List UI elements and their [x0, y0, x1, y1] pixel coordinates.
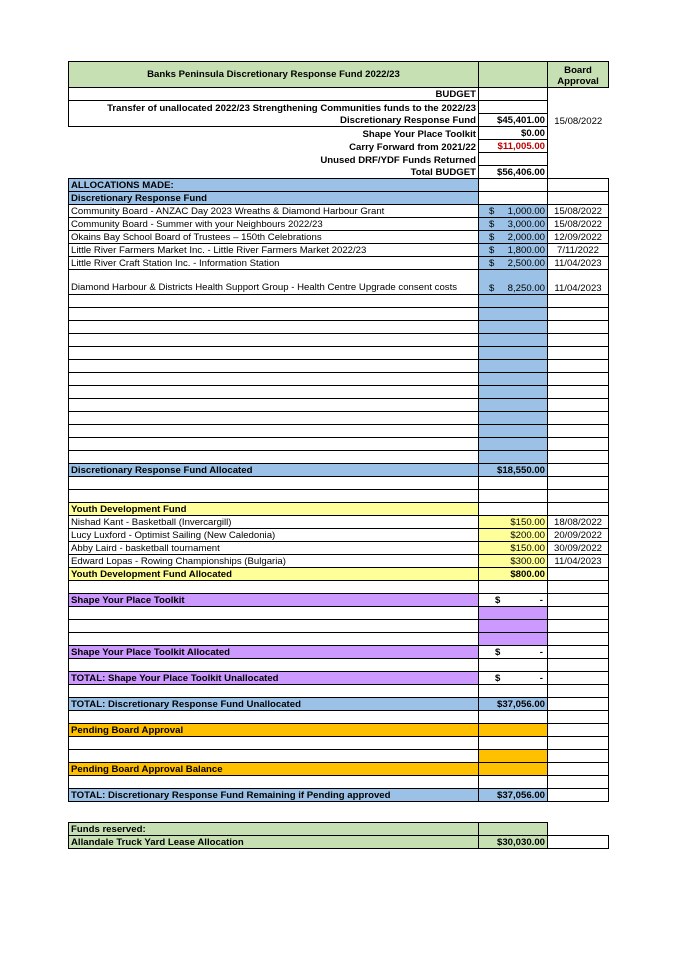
currency-symbol: $ — [495, 595, 501, 606]
empty-cell — [479, 321, 548, 334]
drf-item-description: Diamond Harbour & Districts Health Support Group - Health Centre Upgrade consent costs — [69, 270, 479, 295]
shape-amount — [479, 594, 548, 607]
dash-value: - — [539, 673, 543, 684]
drf-allocation-row — [69, 270, 609, 295]
pending-balance-label: Pending Board Approval Balance — [69, 763, 479, 776]
empty-cell — [548, 412, 609, 425]
currency-symbol: $ — [489, 232, 495, 243]
ydf-allocation-row — [69, 555, 609, 568]
empty-cell — [548, 386, 609, 399]
drf-item-amount — [479, 244, 548, 257]
empty-cell — [69, 451, 479, 464]
remaining-label: TOTAL: Discretionary Response Fund Remaining if Pending approved — [69, 789, 479, 802]
total-budget-amount: $56,406.00 — [479, 166, 548, 179]
empty-cell — [69, 399, 479, 412]
empty-cell — [479, 451, 548, 464]
ydf-allocated-label: Youth Development Fund Allocated — [69, 568, 479, 581]
amount-value: 1,800.00 — [507, 245, 545, 256]
ydf-item-date: 11/04/2023 — [548, 555, 609, 568]
drf-item-description: Community Board - Summer with your Neighbours 2022/23 — [69, 218, 479, 231]
currency-symbol: $ — [489, 258, 495, 269]
empty-cell — [479, 412, 548, 425]
empty-cell — [69, 334, 479, 347]
empty-cell — [479, 425, 548, 438]
empty-cell — [548, 321, 609, 334]
drf-allocation-row — [69, 244, 609, 257]
sheet-title: Banks Peninsula Discretionary Response Fund 2022/23 — [69, 62, 479, 88]
drf-item-description: Little River Farmers Market Inc. - Little River Farmers Market 2022/23 — [69, 244, 479, 257]
ydf-item-description: Edward Lopas - Rowing Championships (Bulgaria) — [69, 555, 479, 568]
ydf-allocation-row — [69, 529, 609, 542]
empty-cell — [479, 295, 548, 308]
empty-cell — [548, 451, 609, 464]
transfer-date: 15/08/2022 — [554, 115, 603, 127]
ydf-item-description: Lucy Luxford - Optimist Sailing (New Caledonia) — [69, 529, 479, 542]
fund-table — [68, 61, 609, 849]
currency-symbol: $ — [489, 206, 495, 217]
drf-item-date: 15/08/2022 — [548, 218, 609, 231]
unused-funds-label: Unused DRF/YDF Funds Returned — [320, 154, 476, 166]
board-approval-header: Board Approval — [548, 62, 609, 88]
carry-forward-amount: $11,005.00 — [479, 140, 548, 153]
drf-item-description: Okains Bay School Board of Trustees – 150th Celebrations — [69, 231, 479, 244]
ydf-item-amount: $150.00 — [479, 516, 548, 529]
empty-cell — [479, 438, 548, 451]
fund-spreadsheet — [68, 61, 608, 849]
amount-value: 1,000.00 — [507, 206, 545, 217]
empty-cell — [69, 425, 479, 438]
drf-item-date: 11/04/2023 — [548, 257, 609, 270]
empty-cell — [548, 399, 609, 412]
ydf-allocated-amount: $800.00 — [479, 568, 548, 581]
ydf-item-amount: $200.00 — [479, 529, 548, 542]
empty-cell — [548, 438, 609, 451]
reserved-item-amount: $30,030.00 — [479, 836, 548, 849]
empty-cell — [479, 347, 548, 360]
empty-cell — [548, 373, 609, 386]
empty-cell — [479, 386, 548, 399]
empty-cell — [69, 386, 479, 399]
empty-cell — [548, 360, 609, 373]
shape-budget-amount: $0.00 — [479, 127, 548, 140]
shape-amount — [479, 646, 548, 659]
currency-symbol: $ — [489, 245, 495, 256]
drf-allocation-row — [69, 257, 609, 270]
shape-heading: Shape Your Place Toolkit — [69, 594, 479, 607]
currency-symbol: $ — [489, 283, 495, 294]
transfer-line1: Transfer of unallocated 2022/23 Strengthening Communities funds to the 2022/23 — [69, 101, 479, 114]
drf-item-amount — [479, 205, 548, 218]
pending-label: Pending Board Approval — [69, 724, 479, 737]
ydf-item-date: 30/09/2022 — [548, 542, 609, 555]
ydf-item-amount: $300.00 — [479, 555, 548, 568]
drf-unallocated-label: TOTAL: Discretionary Response Fund Unallocated — [69, 698, 479, 711]
ydf-allocation-row — [69, 516, 609, 529]
empty-cell — [548, 334, 609, 347]
ydf-item-description: Abby Laird - basketball tournament — [69, 542, 479, 555]
empty-cell — [69, 308, 479, 321]
reserved-heading: Funds reserved: — [69, 823, 479, 836]
allocations-heading: ALLOCATIONS MADE: — [69, 179, 479, 192]
amount-value: 3,000.00 — [507, 219, 545, 230]
ydf-item-date: 18/08/2022 — [548, 516, 609, 529]
drf-allocation-row — [69, 205, 609, 218]
ydf-item-amount: $150.00 — [479, 542, 548, 555]
budget-label: BUDGET — [69, 88, 479, 101]
shape-budget-label: Shape Your Place Toolkit — [362, 128, 476, 140]
currency-symbol: $ — [489, 219, 495, 230]
empty-cell — [479, 334, 548, 347]
dash-value: - — [539, 595, 543, 606]
empty-cell — [69, 438, 479, 451]
empty-cell — [479, 373, 548, 386]
drf-unallocated-amount: $37,056.00 — [479, 698, 548, 711]
empty-cell — [69, 295, 479, 308]
total-budget-label: Total BUDGET — [69, 166, 479, 179]
drf-allocation-row — [69, 218, 609, 231]
ydf-item-description: Nishad Kant - Basketball (Invercargill) — [69, 516, 479, 529]
drf-heading: Discretionary Response Fund — [69, 192, 479, 205]
amount-value: 2,000.00 — [507, 232, 545, 243]
drf-item-amount — [479, 218, 548, 231]
drf-allocated-amount: $18,550.00 — [479, 464, 548, 477]
drf-item-amount — [479, 231, 548, 244]
amount-value: 8,250.00 — [507, 283, 545, 294]
drf-item-amount — [479, 270, 548, 295]
empty-cell — [548, 308, 609, 321]
amount-value: 2,500.00 — [507, 258, 545, 269]
drf-item-description: Little River Craft Station Inc. - Information Station — [69, 257, 479, 270]
transfer-amount: $45,401.00 — [479, 114, 548, 127]
currency-symbol: $ — [495, 647, 501, 658]
empty-cell — [69, 412, 479, 425]
transfer-line2: Discretionary Response Fund — [69, 114, 479, 127]
shape-amount — [479, 672, 548, 685]
drf-item-description: Community Board - ANZAC Day 2023 Wreaths & Diamond Harbour Grant — [69, 205, 479, 218]
currency-symbol: $ — [495, 673, 501, 684]
empty-cell — [548, 425, 609, 438]
remaining-amount: $37,056.00 — [479, 789, 548, 802]
empty-cell — [548, 295, 609, 308]
empty-cell — [548, 464, 609, 477]
drf-allocated-label: Discretionary Response Fund Allocated — [69, 464, 479, 477]
shape-allocated-label: Shape Your Place Toolkit Allocated — [69, 646, 479, 659]
ydf-allocation-row — [69, 542, 609, 555]
drf-item-date: 7/11/2022 — [548, 244, 609, 257]
ydf-heading: Youth Development Fund — [69, 503, 479, 516]
drf-item-date: 12/09/2022 — [548, 231, 609, 244]
shape-unallocated-label: TOTAL: Shape Your Place Toolkit Unallocated — [69, 672, 479, 685]
empty-cell — [69, 373, 479, 386]
drf-item-amount — [479, 257, 548, 270]
carry-forward-label: Carry Forward from 2021/22 — [349, 141, 476, 153]
drf-item-date: 15/08/2022 — [548, 205, 609, 218]
empty-cell — [69, 347, 479, 360]
empty-cell — [548, 347, 609, 360]
drf-allocation-row — [69, 231, 609, 244]
reserved-item-label: Allandale Truck Yard Lease Allocation — [69, 836, 479, 849]
dash-value: - — [539, 647, 543, 658]
empty-cell — [69, 360, 479, 373]
empty-cell — [479, 399, 548, 412]
ydf-item-date: 20/09/2022 — [548, 529, 609, 542]
empty-cell — [479, 360, 548, 373]
empty-cell — [479, 308, 548, 321]
empty-cell — [69, 321, 479, 334]
drf-item-date: 11/04/2023 — [548, 270, 609, 295]
